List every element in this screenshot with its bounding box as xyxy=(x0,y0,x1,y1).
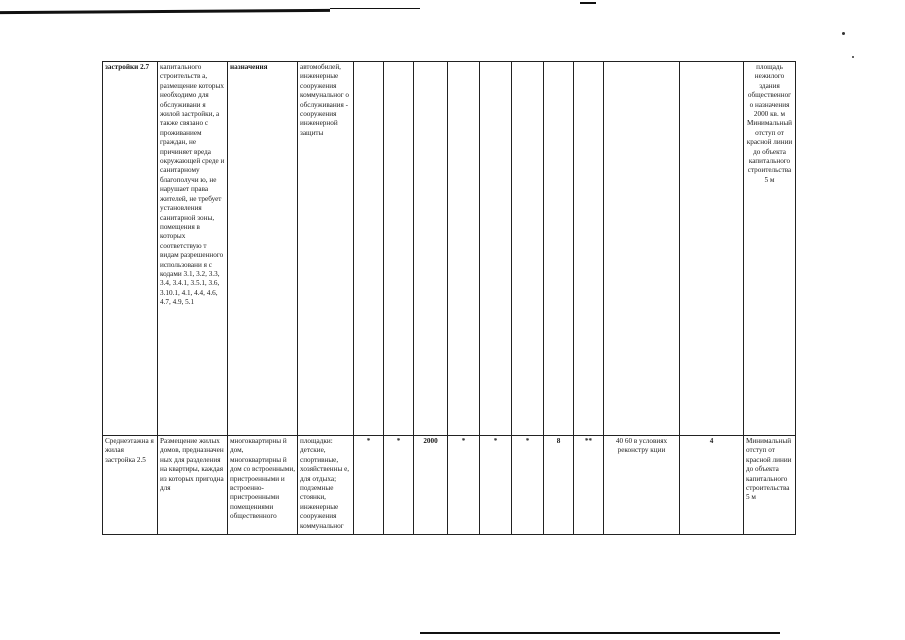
description-cell: Размещение жилых домов, предназначен ных для разделения на квартиры, каждая из которых пригодна для xyxy=(160,437,224,493)
table-cell: * xyxy=(354,436,384,535)
table-cell: 40 60 в условиях реконстру кции xyxy=(604,436,680,535)
scan-speck xyxy=(852,56,854,58)
table-cell xyxy=(158,436,228,535)
auxiliary-use-cell: автомобилей, инженерные сооружения коммунальног о обслуживания - сооружения инженерной защиты xyxy=(300,63,350,137)
table-cell xyxy=(744,62,796,436)
table-cell: * xyxy=(480,436,512,535)
scan-edge-bottom xyxy=(420,632,780,634)
table-cell xyxy=(512,62,544,436)
parameters-cell: площадь нежилого здания общественног о назначения 2000 кв. м Минимальный отступ от красной линии до объекта капитального строительства 5 м xyxy=(746,63,793,184)
table-cell xyxy=(103,436,158,535)
table-cell xyxy=(228,62,298,436)
scan-edge-top-left xyxy=(0,9,330,14)
table-cell xyxy=(544,62,574,436)
table-cell: * xyxy=(512,436,544,535)
zone-code-cell: застройки 2.7 xyxy=(105,63,150,71)
table-cell: ** xyxy=(574,436,604,535)
table-row xyxy=(103,62,796,436)
table-cell xyxy=(574,62,604,436)
table-cell xyxy=(384,62,414,436)
scan-edge-top-mid xyxy=(330,8,420,9)
table-cell xyxy=(480,62,512,436)
table-cell xyxy=(103,62,158,436)
table-cell xyxy=(604,62,680,436)
table-cell xyxy=(298,436,354,535)
table-cell xyxy=(680,62,744,436)
table-cell: * xyxy=(384,436,414,535)
parameters-cell: Минимальный отступ от красной линии до объекта капитального строительства 5 м xyxy=(746,437,792,502)
scan-mark-top xyxy=(580,2,596,4)
zoning-table xyxy=(102,61,796,535)
table-cell xyxy=(448,62,480,436)
table-cell: 4 xyxy=(680,436,744,535)
table-cell xyxy=(298,62,354,436)
table-cell xyxy=(744,436,796,535)
table-cell: * xyxy=(448,436,480,535)
auxiliary-use-cell: площадки: детские, спортивные, хозяйственны е, для отдыха; подземные стоянки, инженерные сооружения коммунальног xyxy=(300,437,350,530)
table-cell xyxy=(414,62,448,436)
description-cell: капитального строительств а, размещение которых необходимо для обслуживани я жилой застройки, а также связано с проживанием граждан, не причиняет вреда окружающей среде и санитарному благополучи ю, не нарушает права жителей, не требует установления санитарной зоны, помещения в которых соответствую т видам разрешенного использовани я с кодами 3.1, 3.2, 3.3, 3.4, 3.4.1, 3.5.1, 3.6, 3.10.1, 4.1, 4.4, 4.6, 4.7, 4.9, 5.1 xyxy=(160,63,225,307)
table-cell xyxy=(158,62,228,436)
main-use-cell: многоквартирны й дом, многоквартирны й дом со встроенными, пристроенными и встроенно-пристроенными помещениями общественного xyxy=(230,437,295,521)
table-cell: 2000 xyxy=(414,436,448,535)
zone-code-cell: Среднеэтажна я жилая застройка 2.5 xyxy=(105,437,154,464)
main-use-cell: назначения xyxy=(230,63,268,71)
table-cell xyxy=(354,62,384,436)
scan-speck xyxy=(842,32,845,35)
table-cell: 8 xyxy=(544,436,574,535)
table-row xyxy=(103,436,796,535)
table-cell xyxy=(228,436,298,535)
